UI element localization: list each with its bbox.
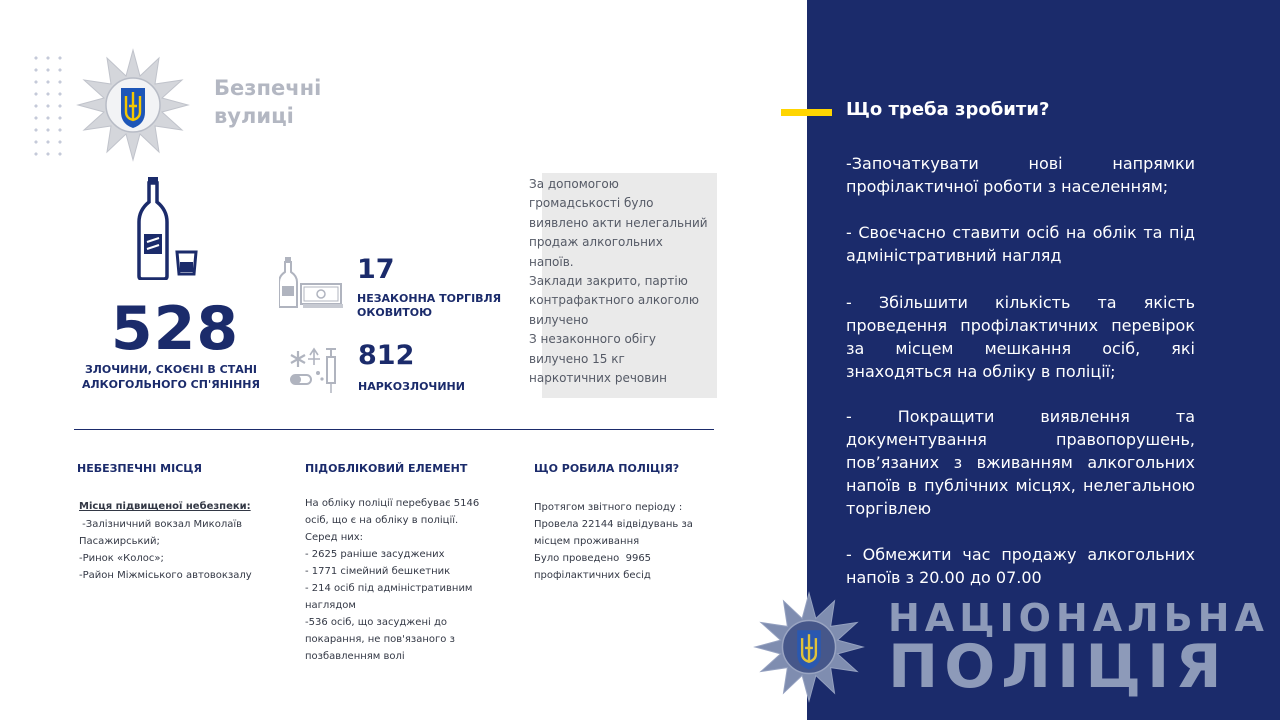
illegal-trade-count: 17 <box>357 254 395 285</box>
registered-element-line: наглядом <box>305 600 356 611</box>
registered-element-line: осіб, що є на обліку в поліції. <box>305 515 459 526</box>
national-police-star-icon <box>753 591 865 703</box>
registered-element-line: покарання, не пов'язаного з <box>305 634 455 645</box>
police-actions-title: ЩО РОБИЛА ПОЛІЦІЯ? <box>534 462 680 475</box>
dot-grid-decoration <box>30 52 66 156</box>
yellow-accent-bar <box>781 109 832 116</box>
todo-title: Що треба зробити? <box>846 99 1050 120</box>
logo-text-national: НАЦІОНАЛЬНА <box>888 596 1269 640</box>
registered-element-line: -536 осіб, що засуджені до <box>305 617 447 628</box>
brand-line-1: Безпечні <box>214 76 322 100</box>
info-box-line: продаж алкогольних <box>529 235 663 250</box>
police-actions-line: Було проведено 9965 <box>534 553 652 564</box>
registered-element-line: - 214 осіб під адміністративним <box>305 583 473 594</box>
alcohol-crimes-label <box>80 362 262 392</box>
bottle-and-money-icon <box>279 256 345 310</box>
police-actions-line: місцем проживання <box>534 536 640 547</box>
drug-crimes-count: 812 <box>358 340 415 371</box>
info-box-line: контрафактного алкоголю <box>529 293 699 308</box>
registered-element-line: Серед них: <box>305 532 364 543</box>
police-actions-line: профілактичних бесід <box>534 570 651 581</box>
info-box-line: наркотичних речовин <box>529 371 667 385</box>
info-box-line: вилучено <box>529 312 589 327</box>
todo-item: - Покращити виявлення та документування правопорушень, пов’язаних з вживанням алкогольних напоїв в публічних місцях, нелегальною торгівлею <box>846 407 1195 518</box>
registered-element-line: - 2625 раніше засуджених <box>305 549 445 560</box>
registered-element-line: позбавленням волі <box>305 651 405 662</box>
illegal-trade-label-line-1: НЕЗАКОННА ТОРГІВЛЯ <box>357 292 502 305</box>
alcohol-crimes-count: 528 <box>110 294 240 364</box>
dangerous-places-line: Пасажирський; <box>79 536 160 547</box>
registered-element-line: - 1771 сімейний бешкетник <box>305 566 451 577</box>
dangerous-places-heading: Місця підвищеної небезпеки: <box>79 501 251 512</box>
drugs-pills-syringe-icon <box>288 345 340 395</box>
dangerous-places-line: -Залізничний вокзал Миколаїв <box>79 519 243 530</box>
todo-item: - Обмежити час продажу алкогольних напоїв з 20.00 до 07.00 <box>846 545 1195 587</box>
dangerous-places-line: -Район Міжміського автовокзалу <box>79 570 252 581</box>
todo-item: - Своєчасно ставити осіб на облік та під адміністративний нагляд <box>846 223 1195 265</box>
brand-line-2: вулиці <box>214 104 294 128</box>
illegal-trade-label <box>357 292 501 320</box>
logo-text-police: ПОЛІЦІЯ <box>888 632 1228 702</box>
drug-crimes-label: НАРКОЗЛОЧИНИ <box>358 380 465 393</box>
bottle-and-glass-icon <box>135 176 201 280</box>
dangerous-places-line: -Ринок «Колос»; <box>79 553 164 564</box>
registered-element-title: ПІДОБЛІКОВИЙ ЕЛЕМЕНТ <box>305 462 468 475</box>
info-box-line: виявлено акти нелегальний <box>529 215 708 230</box>
police-star-emblem-icon <box>76 48 190 162</box>
police-actions-line: Протягом звітного періоду : <box>534 502 683 513</box>
section-divider <box>74 429 714 430</box>
info-box-line: громадськості було <box>529 196 654 211</box>
todo-item: -Започаткувати нові напрямки профілактичної роботи з населенням; <box>846 154 1195 196</box>
illegal-trade-label-line-2: ОКОВИТОЮ <box>357 306 433 319</box>
info-box-line: Заклади закрито, партію <box>529 274 688 288</box>
info-box-line: вилучено 15 кг <box>529 351 625 366</box>
info-box-line: напоїв. <box>529 254 574 269</box>
dangerous-places-title: НЕБЕЗПЕЧНІ МІСЦЯ <box>77 462 202 475</box>
alcohol-crimes-label-line-2: АЛКОГОЛЬНОГО СП'ЯНІННЯ <box>82 378 260 391</box>
alcohol-crimes-label-line-1: ЗЛОЧИНИ, СКОЄНІ В СТАНІ <box>84 363 258 376</box>
todo-item: - Збільшити кількість та якість проведення профілактичних перевірок за місцем мешкання осіб, які знаходяться на обліку в поліції; <box>846 293 1195 381</box>
info-box-line: З незаконного обігу <box>529 332 657 347</box>
brand-title <box>214 74 354 130</box>
info-box-line: За допомогою <box>529 177 619 191</box>
registered-element-line: На обліку поліції перебуває 5146 <box>305 498 480 509</box>
police-actions-line: Провела 22144 відвідувань за <box>534 519 693 530</box>
